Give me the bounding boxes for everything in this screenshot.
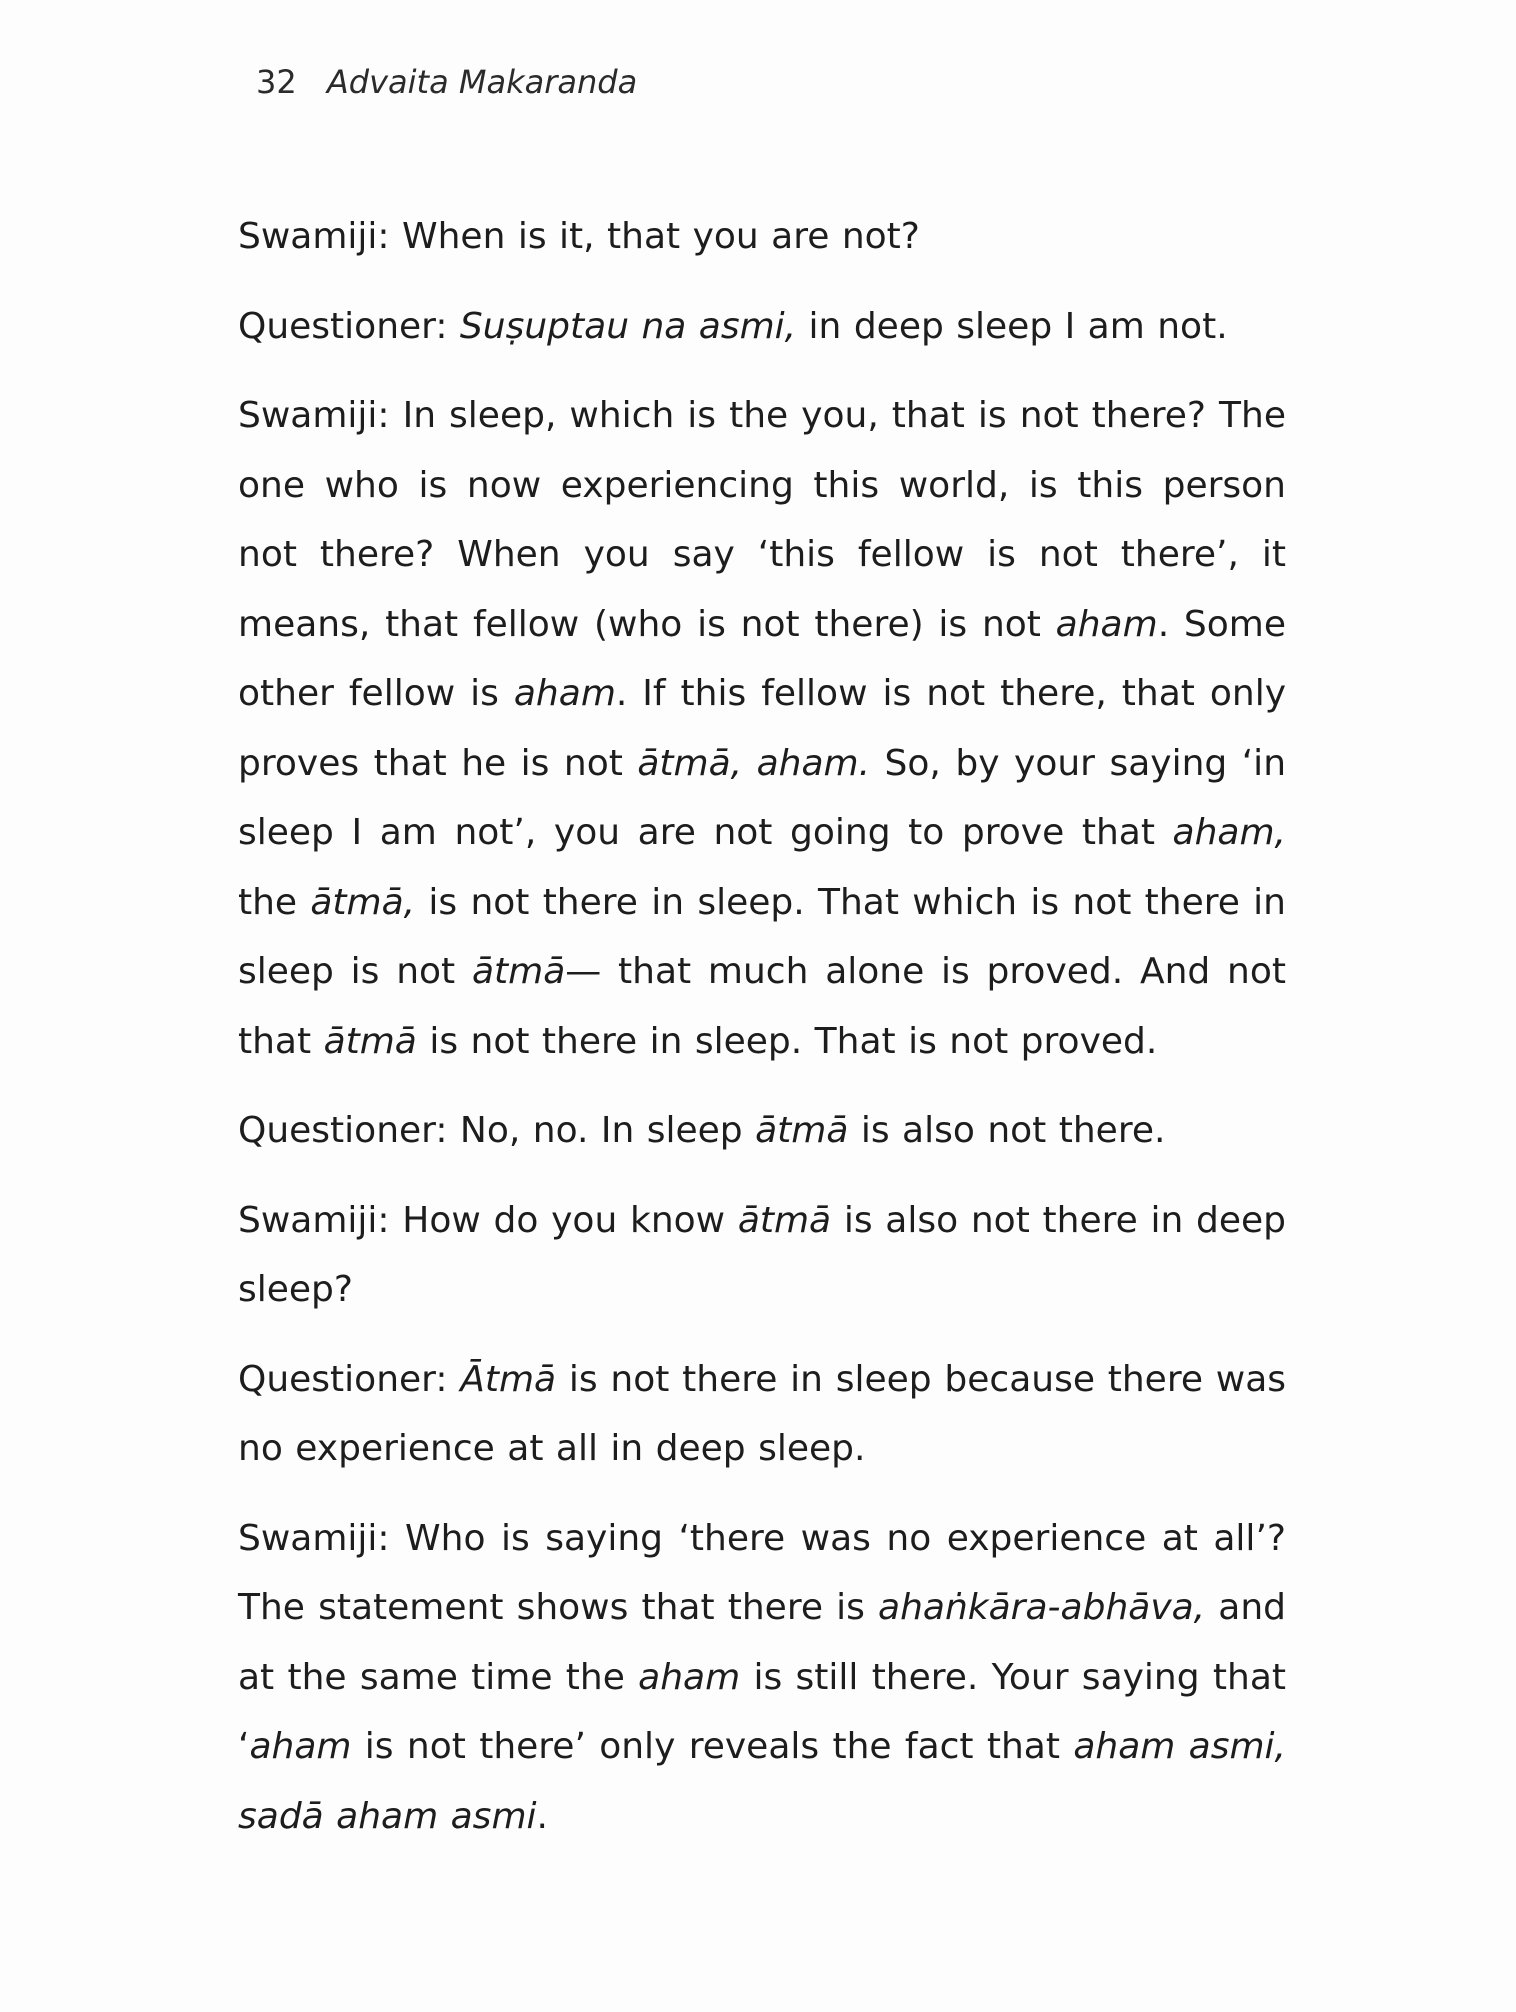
dialogue-text: is not there in sleep because there was no experience at all in deep sleep. [238,1358,1287,1469]
dialogue-paragraph [238,1345,1286,1484]
dialogue-text: in deep sleep I am not. [796,305,1228,347]
sanskrit-term: ahaṅkāra-abhāva, [878,1587,1206,1628]
dialogue-text: and at the same time the [238,1587,1287,1698]
dialogue-text: Who is saying ‘there was no experience at all’? The statement shows that there is [238,1517,1286,1628]
sanskrit-term: ātmā [471,951,566,992]
dialogue-text: is also not there in deep sleep? [238,1199,1286,1310]
sanskrit-term: ātmā [323,1020,417,1062]
page-number: 32 [256,63,297,101]
dialogue-paragraph [238,381,1286,1076]
speaker-label: Swamiji: [238,1199,390,1241]
sanskrit-term: aham [513,673,616,714]
dialogue-text: . [536,1795,548,1837]
speaker-label: Questioner: [238,1358,448,1400]
sanskrit-term: aham [638,1656,741,1698]
dialogue-text: is not there in sleep. That which is not there in sleep is not [238,881,1287,992]
dialogue-text: . If this fellow is not there, that only proves that he is not [238,673,1287,784]
sanskrit-term: Ātmā [460,1358,557,1400]
speaker-label: Questioner: [238,1110,448,1151]
dialogue-text: How do you know [402,1199,738,1241]
dialogue-text: No, no. In sleep [459,1110,756,1151]
dialogue-text: When is it, that you are not? [402,216,920,257]
sanskrit-term: aham, [1172,812,1286,853]
dialogue-text: is not there’ only reveals the fact that [351,1726,1074,1767]
dialogue-paragraph [238,292,1286,362]
dialogue-text: . Some other fellow is [238,603,1286,714]
sanskrit-term: aham asmi, sadā aham asmi [238,1726,1287,1837]
dialogue-paragraph [238,1096,1286,1166]
dialogue-paragraph [238,202,1286,272]
dialogue-text: is not there in sleep. That is not proved. [416,1020,1158,1062]
dialogue-text: — that much alone is proved. And not that [238,951,1286,1062]
sanskrit-term: ātmā, [310,881,416,923]
sanskrit-term: ātmā [755,1110,849,1151]
sanskrit-term: aham [1055,603,1158,645]
dialogue-text: In sleep, which is the you, that is not there? The one who is now experiencing this world, is this person not there? When you say ‘this fellow is not there’, it means, that fellow (who is not there) is not [238,395,1286,645]
running-title: Advaita Makaranda [326,63,638,101]
speaker-label: Swamiji: [238,216,390,257]
speaker-label: Swamiji: [238,1517,390,1559]
sanskrit-term: Suṣuptau na asmi, [459,305,797,347]
dialogue-text: So, by your saying ‘in sleep I am not’, you are not going to prove that [238,742,1287,853]
dialogue-text: the [238,881,311,923]
sanskrit-term: aham [249,1726,352,1767]
page-body [238,202,1286,1871]
dialogue-paragraph [238,1504,1286,1852]
dialogue-text: is also not there. [848,1110,1166,1151]
speaker-label: Swamiji: [238,395,390,436]
sanskrit-term: ātmā [737,1199,832,1241]
speaker-label: Questioner: [238,305,448,347]
dialogue-text: is still there. Your saying that ‘ [238,1656,1287,1767]
sanskrit-term: ātmā, aham. [637,742,871,784]
dialogue-paragraph [238,1186,1286,1325]
page-header [256,62,637,102]
